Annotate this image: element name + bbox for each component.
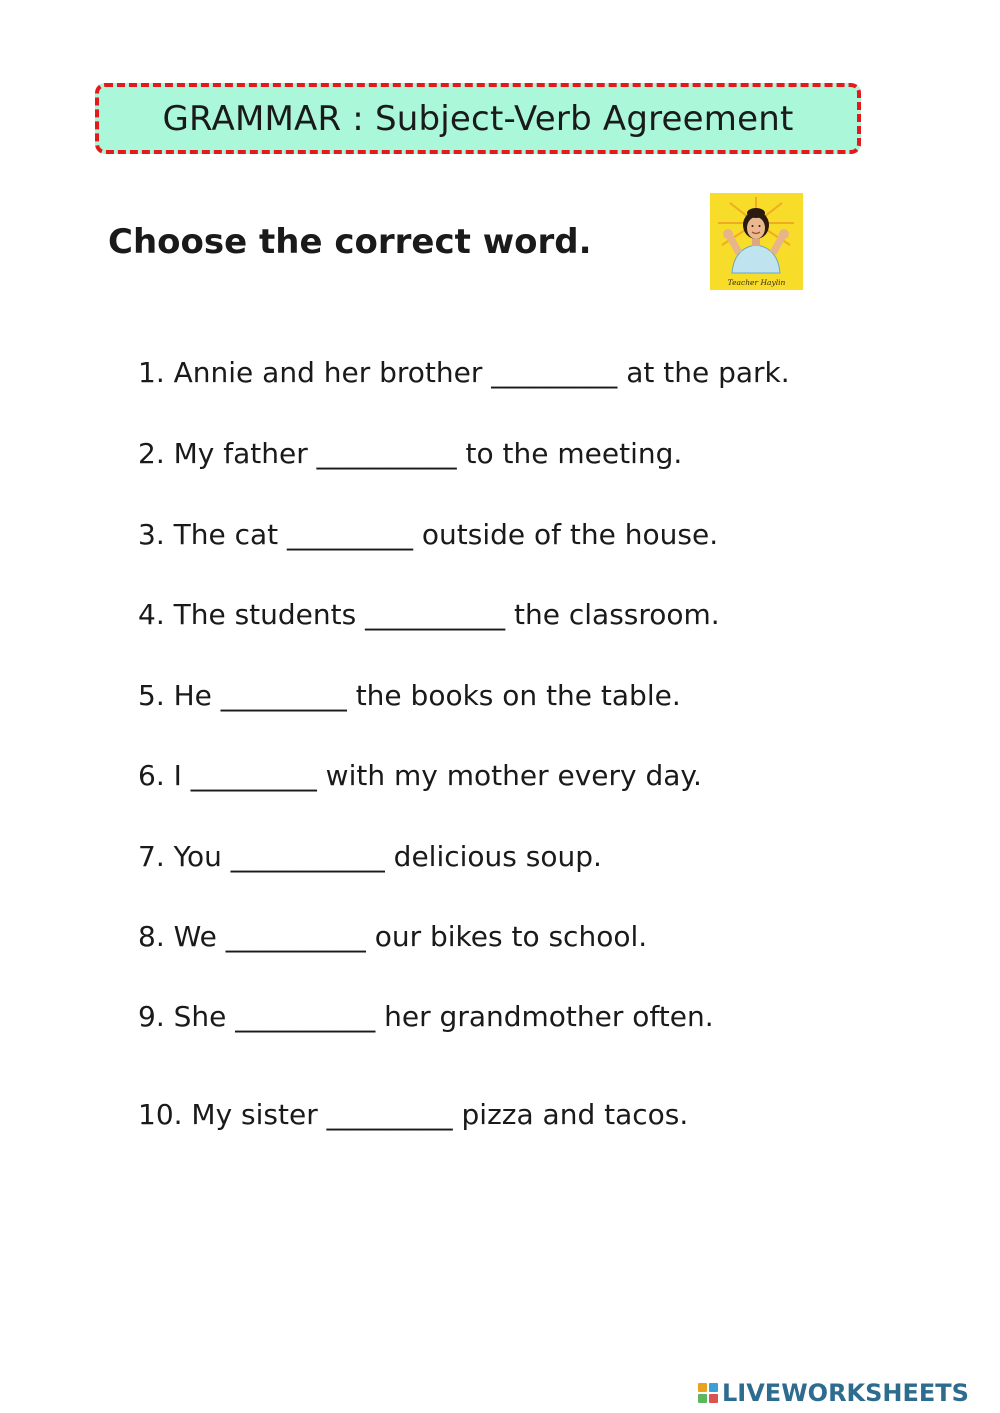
teacher-logo [710, 193, 803, 290]
instruction-heading: Choose the correct word. [108, 222, 592, 262]
question-item: 3. The cat _________ outside of the house. [138, 518, 719, 551]
question-item: 4. The students __________ the classroom. [138, 598, 720, 631]
question-item: 8. We __________ our bikes to school. [138, 920, 648, 953]
question-item: 5. He _________ the books on the table. [138, 679, 681, 712]
logo-caption: Teacher Haylin [727, 278, 786, 287]
title-box [95, 83, 861, 154]
worksheet-title: GRAMMAR : Subject-Verb Agreement [162, 98, 794, 139]
question-item: 10. My sister _________ pizza and tacos. [138, 1098, 689, 1131]
teacher-portrait-icon [710, 193, 803, 290]
liveworksheets-logo [698, 1378, 969, 1408]
question-item: 1. Annie and her brother _________ at the park. [138, 356, 790, 389]
question-item: 6. I _________ with my mother every day. [138, 759, 702, 792]
question-item: 2. My father __________ to the meeting. [138, 437, 683, 470]
liveworksheets-mark-icon [698, 1383, 718, 1403]
liveworksheets-brand: LIVEWORKSHEETS [722, 1379, 969, 1407]
question-item: 7. You ___________ delicious soup. [138, 840, 602, 873]
question-item: 9. She __________ her grandmother often. [138, 1000, 714, 1033]
